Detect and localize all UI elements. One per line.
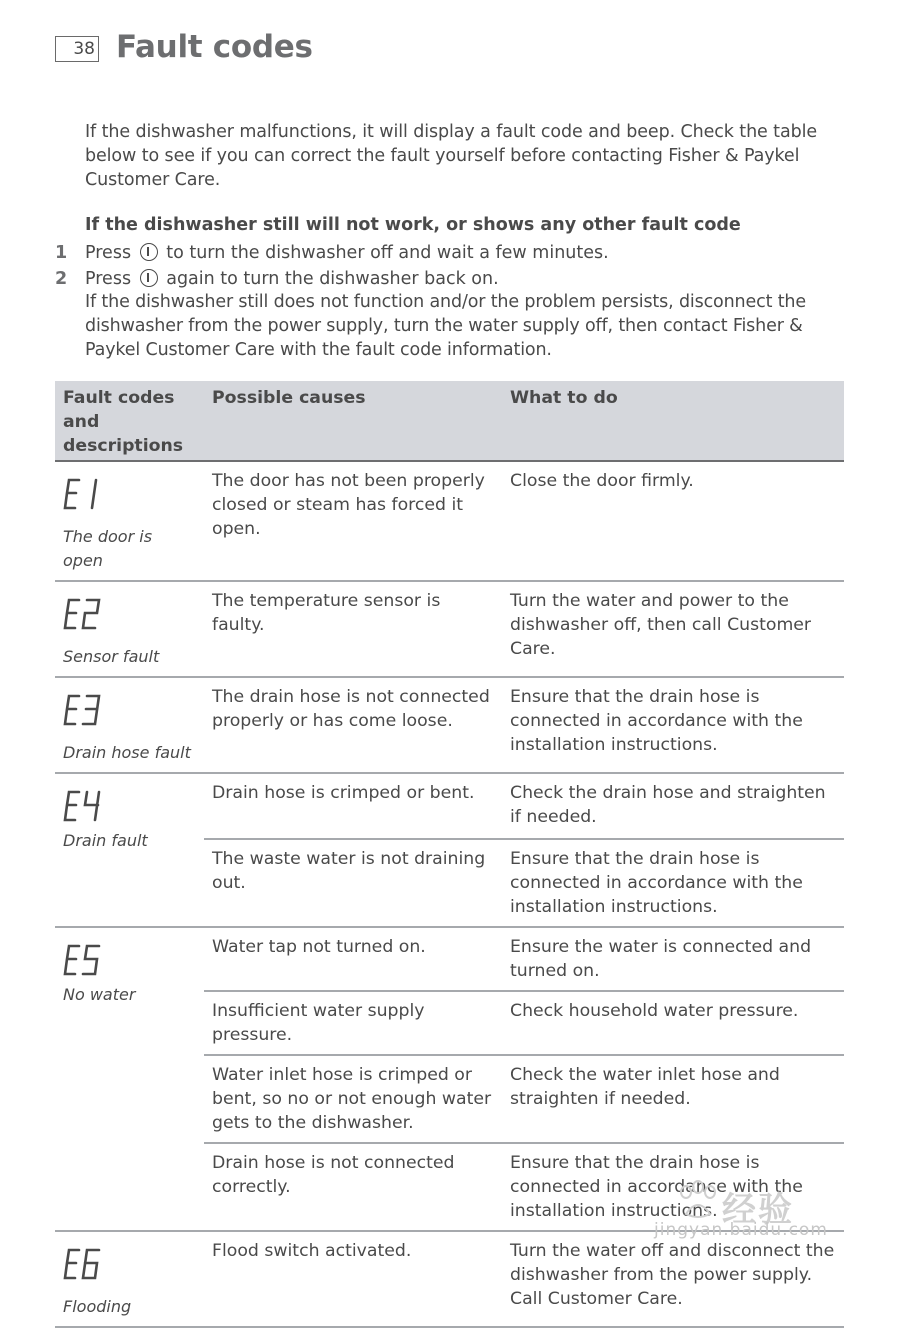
step-text-after: to turn the dishwasher off and wait a few minutes.: [166, 243, 609, 263]
possible-cause: The waste water is not draining out.: [204, 839, 502, 927]
fault-code-cell: [55, 927, 204, 1231]
step-2: [55, 267, 499, 291]
intro-paragraph: If the dishwasher malfunctions, it will display a fault code and beep. Check the table below to see if you can correct the fault yourself before contacting Fisher & Paykel Customer Care.: [85, 122, 818, 190]
what-to-do: Turn the water and power to the dishwasher off, then call Customer Care.: [502, 581, 844, 677]
possible-cause: The door has not been properly closed or steam has forced it open.: [204, 461, 502, 581]
paw-logo-icon: [676, 1180, 720, 1220]
what-to-do: Ensure that the drain hose is connected in accordance with the installation instructions.: [502, 677, 844, 773]
table-row: [55, 927, 844, 991]
possible-cause: Water tap not turned on.: [204, 927, 502, 991]
fault-code-cell: [55, 773, 204, 927]
support-note: If the dishwasher still does not function and/or the problem persists, disconnect the dishwasher from the power supply, turn the water supply off, then contact Fisher & Paykel Customer Care with the fault code information.: [85, 292, 806, 360]
fault-description: Flooding: [63, 1297, 132, 1316]
step-1: [55, 241, 609, 265]
header-possible-causes: Possible causes: [204, 381, 502, 461]
possible-cause: Drain hose is crimped or bent.: [204, 773, 502, 839]
lcd-code-e4: [63, 789, 103, 825]
fault-code-cell: [55, 1231, 204, 1327]
table-row: [55, 461, 844, 581]
lcd-code-e2: [63, 597, 103, 633]
table-row: [55, 581, 844, 677]
what-to-do: Check the water inlet hose and straighten if needed.: [502, 1055, 844, 1143]
header-what-to-do: What to do: [502, 381, 844, 461]
what-to-do: Ensure that the drain hose is connected in accordance with the installation instructions.: [502, 1143, 844, 1231]
power-icon: [140, 269, 158, 287]
fault-code-cell: [55, 677, 204, 773]
lcd-code-e3: [63, 693, 103, 729]
step-text-before: Press: [85, 243, 132, 263]
fault-description: Sensor fault: [63, 647, 160, 666]
instructions-heading: If the dishwasher still will not work, or shows any other fault code: [85, 215, 741, 235]
table-row: [55, 677, 844, 773]
possible-cause: Insufficient water supply pressure.: [204, 991, 502, 1055]
what-to-do: Ensure the water is connected and turned on.: [502, 927, 844, 991]
fault-description: No water: [63, 985, 136, 1004]
possible-cause: The drain hose is not connected properly or has come loose.: [204, 677, 502, 773]
table-row: [55, 773, 844, 839]
possible-cause: Drain hose is not connected correctly.: [204, 1143, 502, 1231]
fault-description: The door is open: [63, 527, 153, 570]
lcd-code-e5: [63, 943, 103, 979]
table-row: [55, 1231, 844, 1327]
watermark-brand: 经验: [722, 1190, 794, 1230]
what-to-do: Ensure that the drain hose is connected in accordance with the installation instructions.: [502, 839, 844, 927]
header-fault-codes: Fault codes and descriptions: [55, 381, 204, 461]
fault-code-cell: [55, 581, 204, 677]
what-to-do: Close the door firmly.: [502, 461, 844, 581]
lcd-code-e1: [63, 477, 103, 513]
baidu-watermark: [654, 1180, 844, 1240]
step-number: 1: [55, 243, 68, 263]
page-number: 38: [55, 36, 99, 62]
step-number: 2: [55, 269, 68, 289]
what-to-do: Turn the water off and disconnect the dishwasher from the power supply. Call Customer Care.: [502, 1231, 844, 1327]
lcd-code-e6: [63, 1247, 103, 1283]
page-title: Fault codes: [116, 29, 313, 65]
what-to-do: Check the drain hose and straighten if needed.: [502, 773, 844, 839]
step-text-after: again to turn the dishwasher back on.: [166, 269, 499, 289]
fault-code-cell: [55, 461, 204, 581]
table-header-row: [55, 381, 844, 461]
possible-cause: Water inlet hose is crimped or bent, so no or not enough water gets to the dishwasher.: [204, 1055, 502, 1143]
step-text-before: Press: [85, 269, 132, 289]
watermark-url: jingyan.baidu.com: [654, 1220, 828, 1240]
fault-description: Drain fault: [63, 831, 148, 850]
power-icon: [140, 243, 158, 261]
possible-cause: Flood switch activated.: [204, 1231, 502, 1327]
possible-cause: The temperature sensor is faulty.: [204, 581, 502, 677]
what-to-do: Check household water pressure.: [502, 991, 844, 1055]
fault-description: Drain hose fault: [63, 743, 191, 762]
